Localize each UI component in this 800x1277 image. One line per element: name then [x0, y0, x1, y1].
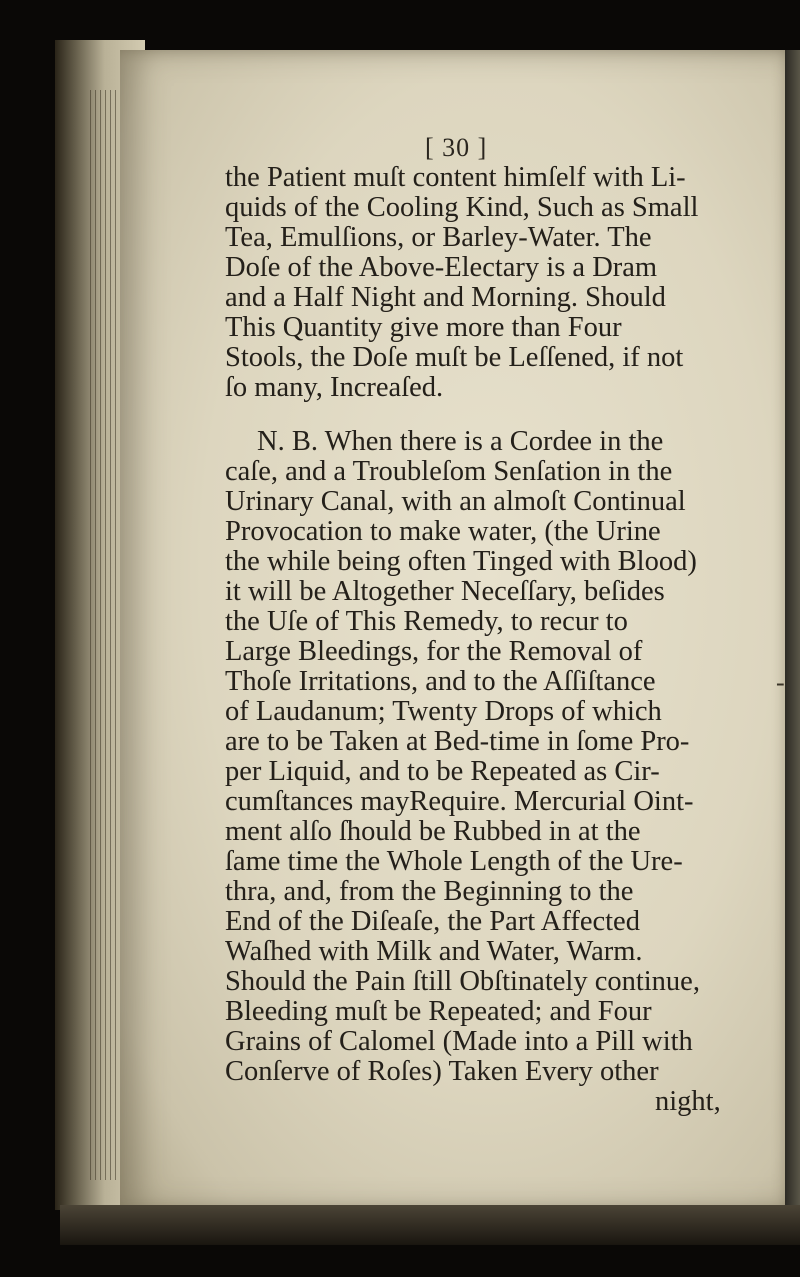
text-line: Large Bleedings, for the Removal of	[225, 636, 643, 667]
text-line: Should the Pain ſtill Obſtinately continue,	[225, 966, 700, 997]
text-line: ment alſo ſhould be Rubbed in at the	[225, 816, 641, 847]
text-line: Doſe of the Above-Electary is a Dram	[225, 252, 658, 283]
bottom-edge	[60, 1205, 800, 1245]
text-line: thra, and, from the Beginning to the	[225, 876, 634, 907]
text-line: This Quantity give more than Four	[225, 312, 622, 343]
text-line: N. B. When there is a Cordee in the	[257, 426, 664, 457]
text-line: Conſerve of Roſes) Taken Every other	[225, 1056, 659, 1087]
text-line: Thoſe Irritations, and to the Aſſiſtance	[225, 666, 656, 697]
text-line: ſame time the Whole Length of the Ure-	[225, 846, 683, 877]
right-edge	[785, 50, 800, 1230]
text-line: cumſtances mayRequire. Mercurial Oint-	[225, 786, 694, 817]
text-line: Waſhed with Milk and Water, Warm.	[225, 936, 643, 967]
margin-mark: -	[776, 668, 785, 697]
text-line: Provocation to make water, (the Urine	[225, 516, 661, 547]
text-line: ſo many, Increaſed.	[225, 372, 444, 403]
text-line: the while being often Tinged with Blood)	[225, 546, 697, 577]
text-line: it will be Altogether Neceſſary, beſides	[225, 576, 665, 607]
text-line: Bleeding muſt be Repeated; and Four	[225, 996, 652, 1027]
text-line: Grains of Calomel (Made into a Pill with	[225, 1026, 693, 1057]
text-line: caſe, and a Troubleſom Senſation in the	[225, 456, 673, 487]
catchword: night,	[655, 1086, 721, 1117]
text-line: End of the Diſeaſe, the Part Affected	[225, 906, 640, 937]
text-line: of Laudanum; Twenty Drops of which	[225, 696, 662, 727]
text-line: the Patient muſt content himſelf with Li-	[225, 162, 686, 193]
text-line: per Liquid, and to be Repeated as Cir-	[225, 756, 660, 787]
text-line: are to be Taken at Bed-time in ſome Pro-	[225, 726, 690, 757]
text-line: and a Half Night and Morning. Should	[225, 282, 666, 313]
page-number: [ 30 ]	[425, 133, 488, 162]
text-line: quids of the Cooling Kind, Such as Small	[225, 192, 699, 223]
text-line: Tea, Emulſions, or Barley-Water. The	[225, 222, 652, 253]
text-line: the Uſe of This Remedy, to recur to	[225, 606, 628, 637]
text-line: Urinary Canal, with an almoſt Continual	[225, 486, 686, 517]
text-line: Stools, the Doſe muſt be Leſſened, if not	[225, 342, 684, 373]
